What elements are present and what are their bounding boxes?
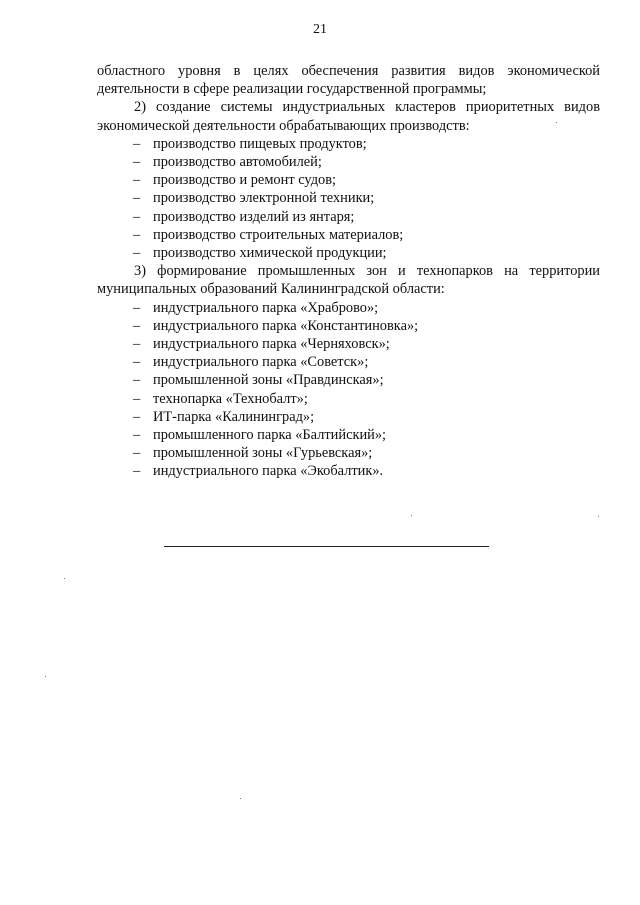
page-number: 21 [313,22,327,37]
scan-speck [64,578,65,579]
list-item [97,244,600,262]
list-item [97,299,600,317]
scan-speck [411,515,412,516]
section-2-list [97,135,600,262]
dash-bullet: – [133,172,141,189]
list-item [97,317,600,335]
list-item [97,462,600,480]
scan-speck [45,676,46,677]
list-item-text: индустриального парка «Черняховск»; [153,336,390,353]
dash-bullet: – [133,372,141,389]
dash-bullet: – [133,445,141,462]
dash-bullet: – [133,190,141,207]
dash-bullet: – [133,463,141,480]
dash-bullet: – [133,299,141,316]
intro-paragraph: областного уровня в целях обеспечения развития видов экономической деятельности в сфере реализации государственной программы; [97,63,600,98]
document-body [97,62,600,481]
list-item-text: производство пищевых продуктов; [153,135,367,152]
dash-bullet: – [133,208,141,225]
list-item-text: производство автомобилей; [153,154,322,171]
list-item-text: производство и ремонт судов; [153,172,337,189]
section-3-heading: 3) формирование промышленных зон и технопарков на территории муниципальных образований Калининградской области: [97,263,600,298]
scan-speck [556,122,557,123]
list-item-text: производство химической продукции; [153,245,387,262]
dash-bullet: – [133,245,141,262]
list-item [97,390,600,408]
list-item [97,444,600,462]
list-item-text: индустриального парка «Экобалтик». [153,463,384,480]
list-item-text: индустриального парка «Храброво»; [153,299,379,316]
scan-speck [240,798,241,799]
scan-speck [598,516,599,517]
list-item-text: ИТ-парка «Калининград»; [153,408,315,425]
list-item-text: промышленной зоны «Правдинская»; [153,372,384,389]
dash-bullet: – [133,154,141,171]
list-item [97,208,600,226]
dash-bullet: – [133,390,141,407]
list-item [97,335,600,353]
dash-bullet: – [133,336,141,353]
list-item-text: промышленного парка «Балтийский»; [153,427,387,444]
list-item-text: производство электронной техники; [153,190,375,207]
list-item [97,426,600,444]
end-divider-line [164,546,489,547]
list-item [97,371,600,389]
list-item [97,153,600,171]
list-item-text: индустриального парка «Константиновка»; [153,317,419,334]
dash-bullet: – [133,354,141,371]
list-item-text: индустриального парка «Советск»; [153,354,369,371]
dash-bullet: – [133,427,141,444]
section-3-list [97,299,600,481]
list-item-text: производство изделий из янтаря; [153,208,355,225]
dash-bullet: – [133,317,141,334]
list-item-text: производство строительных материалов; [153,226,404,243]
list-item [97,189,600,207]
list-item-text: технопарка «Технобалт»; [153,390,308,407]
list-item [97,408,600,426]
list-item [97,135,600,153]
list-item [97,171,600,189]
dash-bullet: – [133,408,141,425]
dash-bullet: – [133,226,141,243]
section-2-heading: 2) создание системы индустриальных кластеров приоритетных видов экономической деятельности обрабатывающих производств: [97,99,600,134]
list-item [97,226,600,244]
list-item [97,353,600,371]
list-item-text: промышленной зоны «Гурьевская»; [153,445,373,462]
dash-bullet: – [133,135,141,152]
